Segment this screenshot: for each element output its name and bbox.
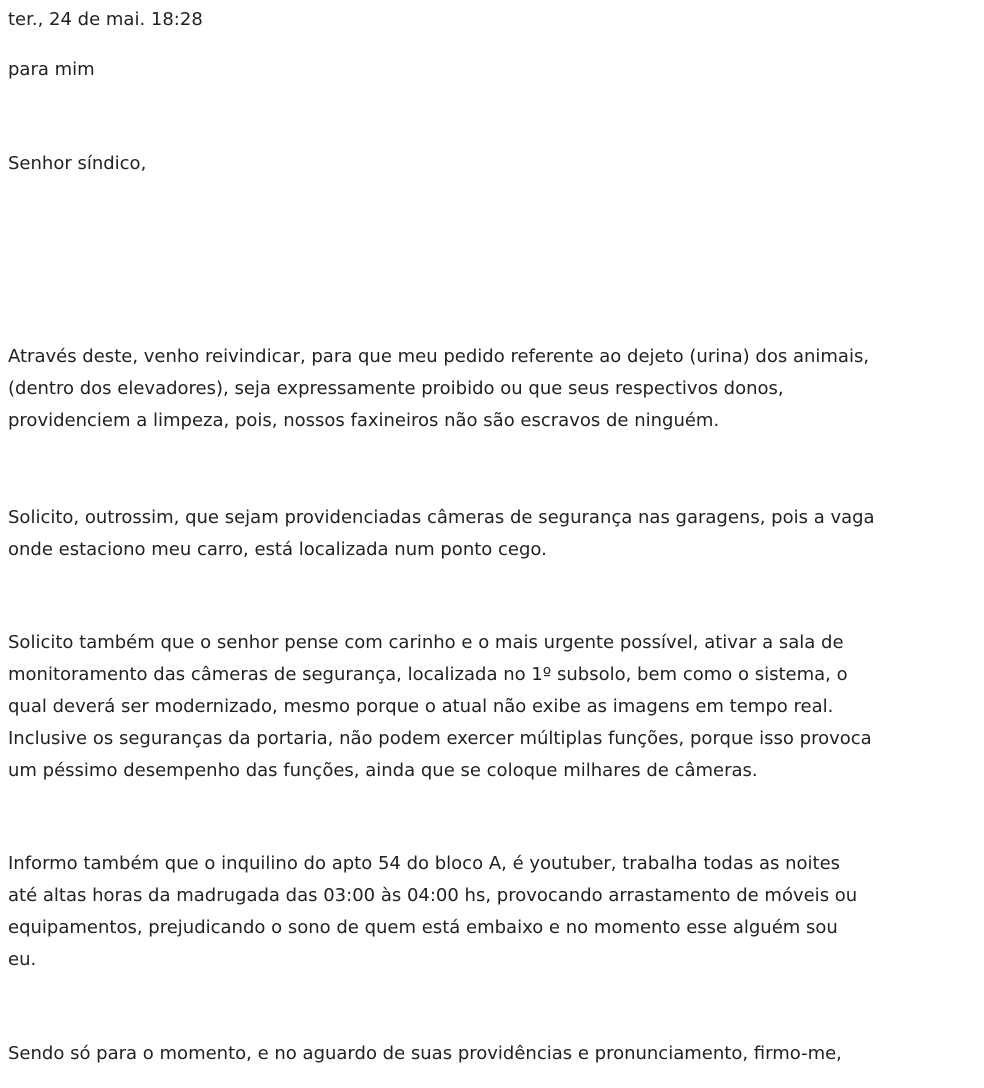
paragraph-line: um péssimo desempenho das funções, ainda que se coloque milhares de câmeras.: [8, 760, 758, 781]
email-recipient: para mim: [8, 59, 95, 80]
paragraph-line: Inclusive os seguranças da portaria, não podem exercer múltiplas funções, porque isso provoca: [8, 728, 872, 749]
paragraph-line: até altas horas da madrugada das 03:00 às 04:00 hs, provocando arrastamento de móveis ou: [8, 885, 858, 906]
email-date: ter., 24 de mai. 18:28: [8, 9, 203, 30]
paragraph-line: Sendo só para o momento, e no aguardo de suas providências e pronunciamento, firmo-me,: [8, 1043, 842, 1064]
paragraph-line: equipamentos, prejudicando o sono de quem está embaixo e no momento esse alguém sou: [8, 917, 838, 938]
email-paragraph: [8, 848, 968, 976]
email-paragraph: [8, 502, 968, 566]
email-paragraph: [8, 341, 968, 437]
paragraph-line: Solicito também que o senhor pense com carinho e o mais urgente possível, ativar a sala de: [8, 632, 844, 653]
paragraph-line: eu.: [8, 949, 37, 970]
paragraph-line: monitoramento das câmeras de segurança, localizada no 1º subsolo, bem como o sistema, o: [8, 664, 848, 685]
paragraph-line: providenciem a limpeza, pois, nossos faxineiros não são escravos de ninguém.: [8, 410, 720, 431]
paragraph-line: Através deste, venho reivindicar, para que meu pedido referente ao dejeto (urina) dos animais,: [8, 346, 870, 367]
paragraph-line: Solicito, outrossim, que sejam providenciadas câmeras de segurança nas garagens, pois a vaga: [8, 507, 875, 528]
email-paragraph: [8, 1038, 968, 1070]
email-salutation: Senhor síndico,: [8, 153, 147, 174]
paragraph-line: (dentro dos elevadores), seja expressamente proibido ou que seus respectivos donos,: [8, 378, 784, 399]
paragraph-line: onde estaciono meu carro, está localizada num ponto cego.: [8, 539, 547, 560]
paragraph-line: Informo também que o inquilino do apto 54 do bloco A, é youtuber, trabalha todas as noites: [8, 853, 841, 874]
paragraph-line: qual deverá ser modernizado, mesmo porque o atual não exibe as imagens em tempo real.: [8, 696, 834, 717]
email-paragraph: [8, 627, 968, 787]
